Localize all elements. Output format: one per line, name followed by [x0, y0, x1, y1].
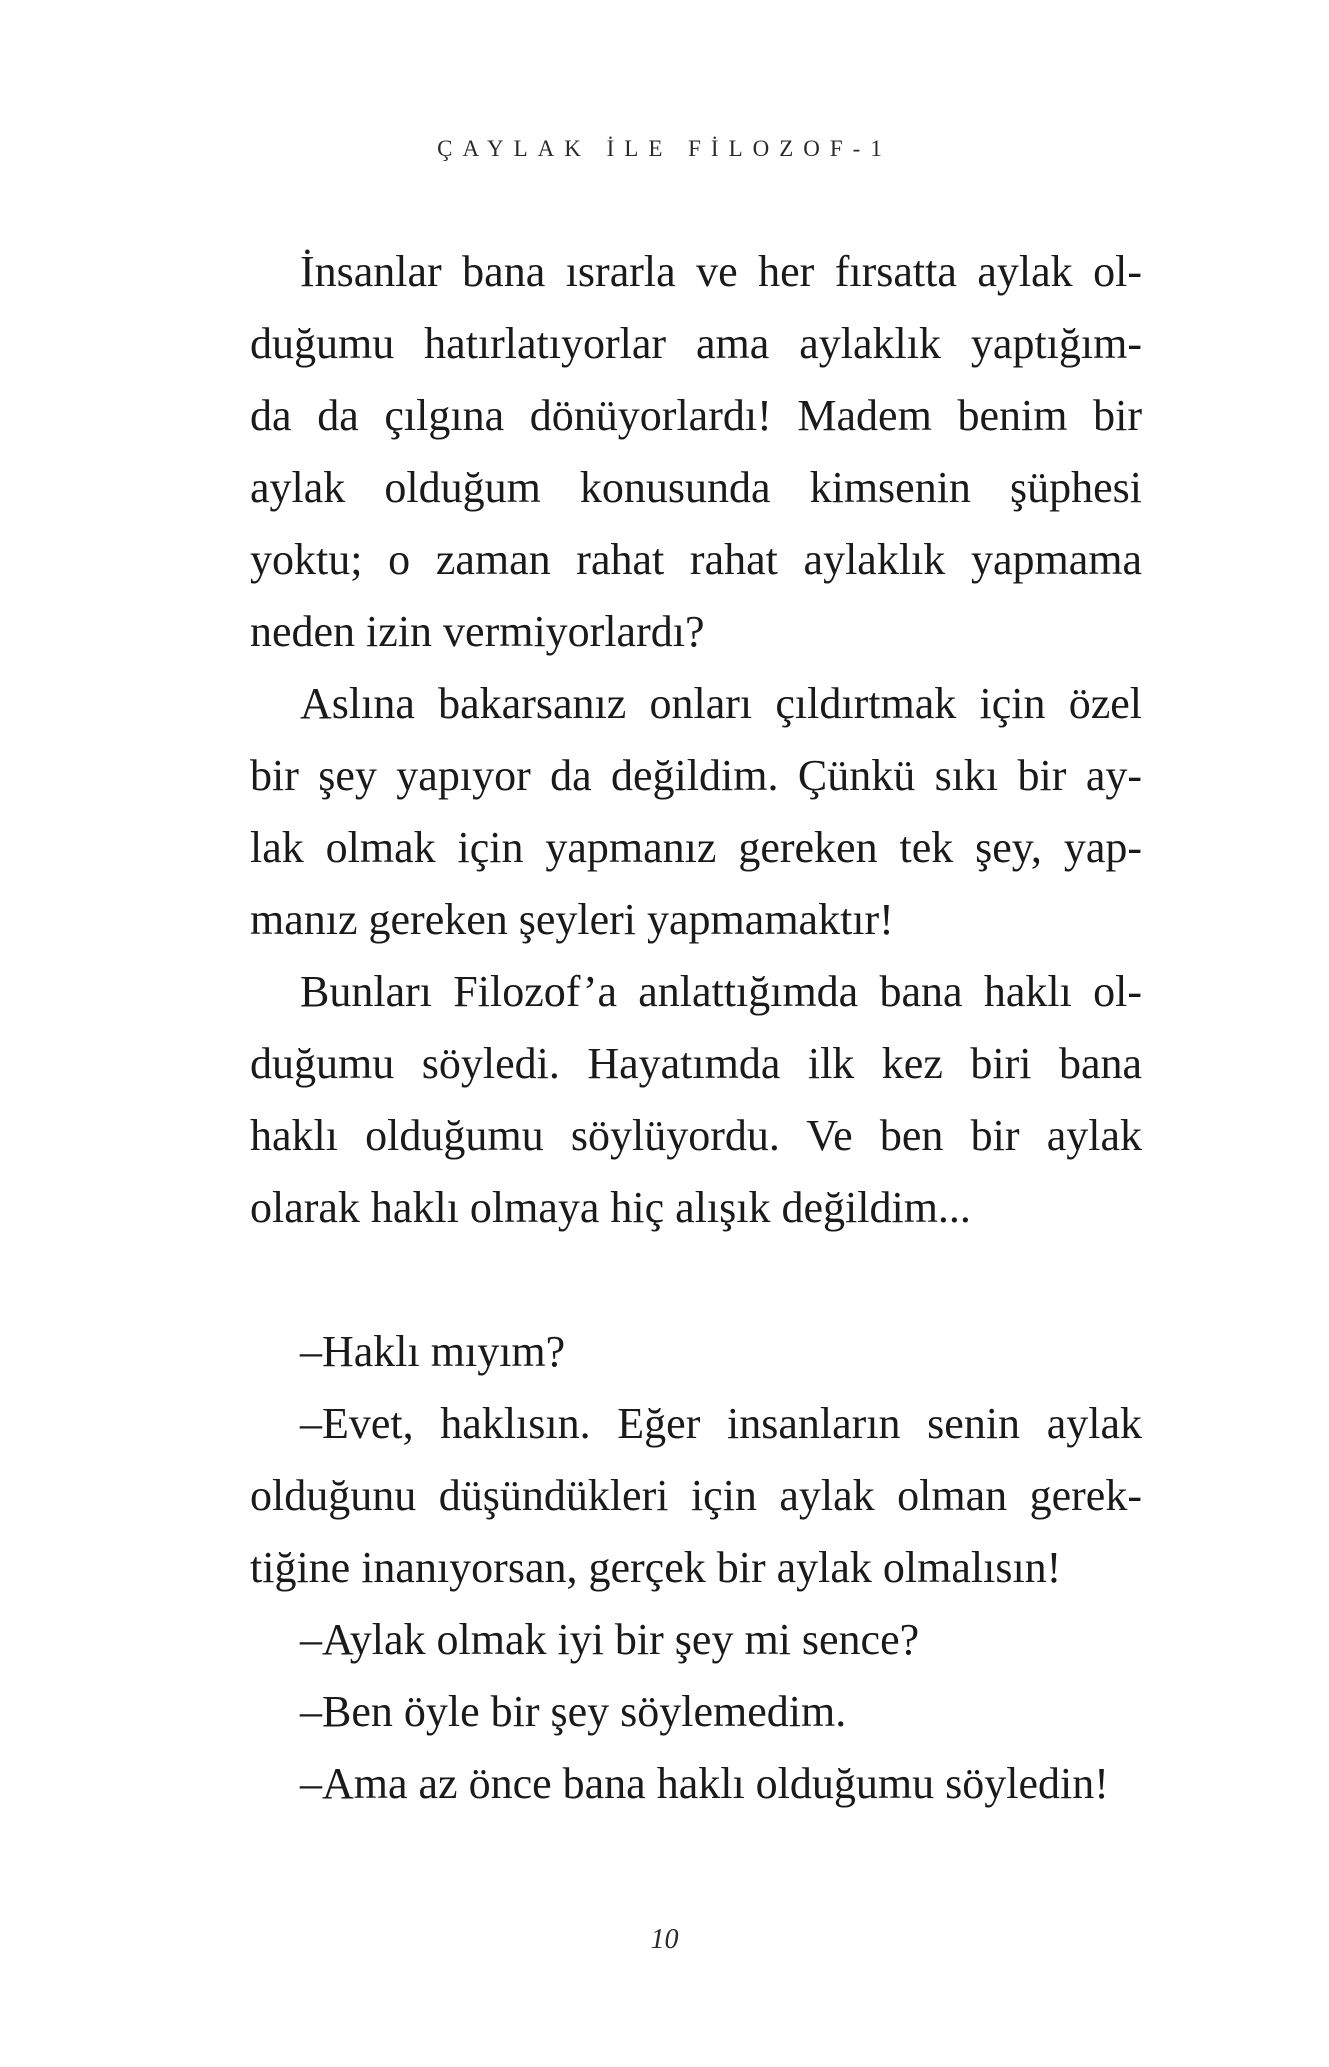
dialogue-line: –Aylak olmak iyi bir şey mi sence? — [300, 1615, 920, 1664]
text-line: duğumu hatırlatıyorlar ama aylaklık yaptığım- — [250, 319, 1142, 368]
dialogue-line: olduğunu düşündükleri için aylak olman gerek- — [250, 1471, 1142, 1520]
text-line: olarak haklı olmaya hiç alışık değildim... — [250, 1183, 971, 1232]
dialogue-line: –Haklı mıyım? — [300, 1327, 566, 1376]
dialogue-line: –Ben öyle bir şey söylemedim. — [300, 1687, 847, 1736]
text-line: manız gereken şeyleri yapmamaktır! — [250, 895, 894, 944]
running-head: ÇAYLAK İLE FİLOZOF-1 — [437, 136, 892, 161]
text-line: Bunları Filozof’a anlattığımda bana haklı ol- — [300, 967, 1142, 1016]
text-line: bir şey yapıyor da değildim. Çünkü sıkı bir ay- — [250, 751, 1142, 800]
dialogue-line: tiğine inanıyorsan, gerçek bir aylak olmalısın! — [250, 1543, 1062, 1592]
text-line: aylak olduğum konusunda kimsenin şüphesi — [250, 463, 1142, 512]
text-line: yoktu; o zaman rahat rahat aylaklık yapmama — [250, 535, 1142, 584]
dialogue-line: –Evet, haklısın. Eğer insanların senin aylak — [300, 1399, 1142, 1448]
body-text — [250, 236, 1142, 1820]
text-line: lak olmak için yapmanız gereken tek şey, yap- — [250, 823, 1142, 872]
text-line: da da çılgına dönüyorlardı! Madem benim bir — [250, 391, 1142, 440]
dialogue-line: –Ama az önce bana haklı olduğumu söyledin! — [300, 1759, 1109, 1808]
text-line: neden izin vermiyorlardı? — [250, 607, 705, 656]
section-break — [250, 1244, 1142, 1316]
text-line: İnsanlar bana ısrarla ve her fırsatta aylak ol- — [300, 247, 1142, 296]
text-line: haklı olduğumu söylüyordu. Ve ben bir aylak — [250, 1111, 1142, 1160]
text-line: duğumu söyledi. Hayatımda ilk kez biri bana — [250, 1039, 1142, 1088]
page-number: 10 — [650, 1924, 679, 1955]
text-line: Aslına bakarsanız onları çıldırtmak için özel — [300, 679, 1142, 728]
